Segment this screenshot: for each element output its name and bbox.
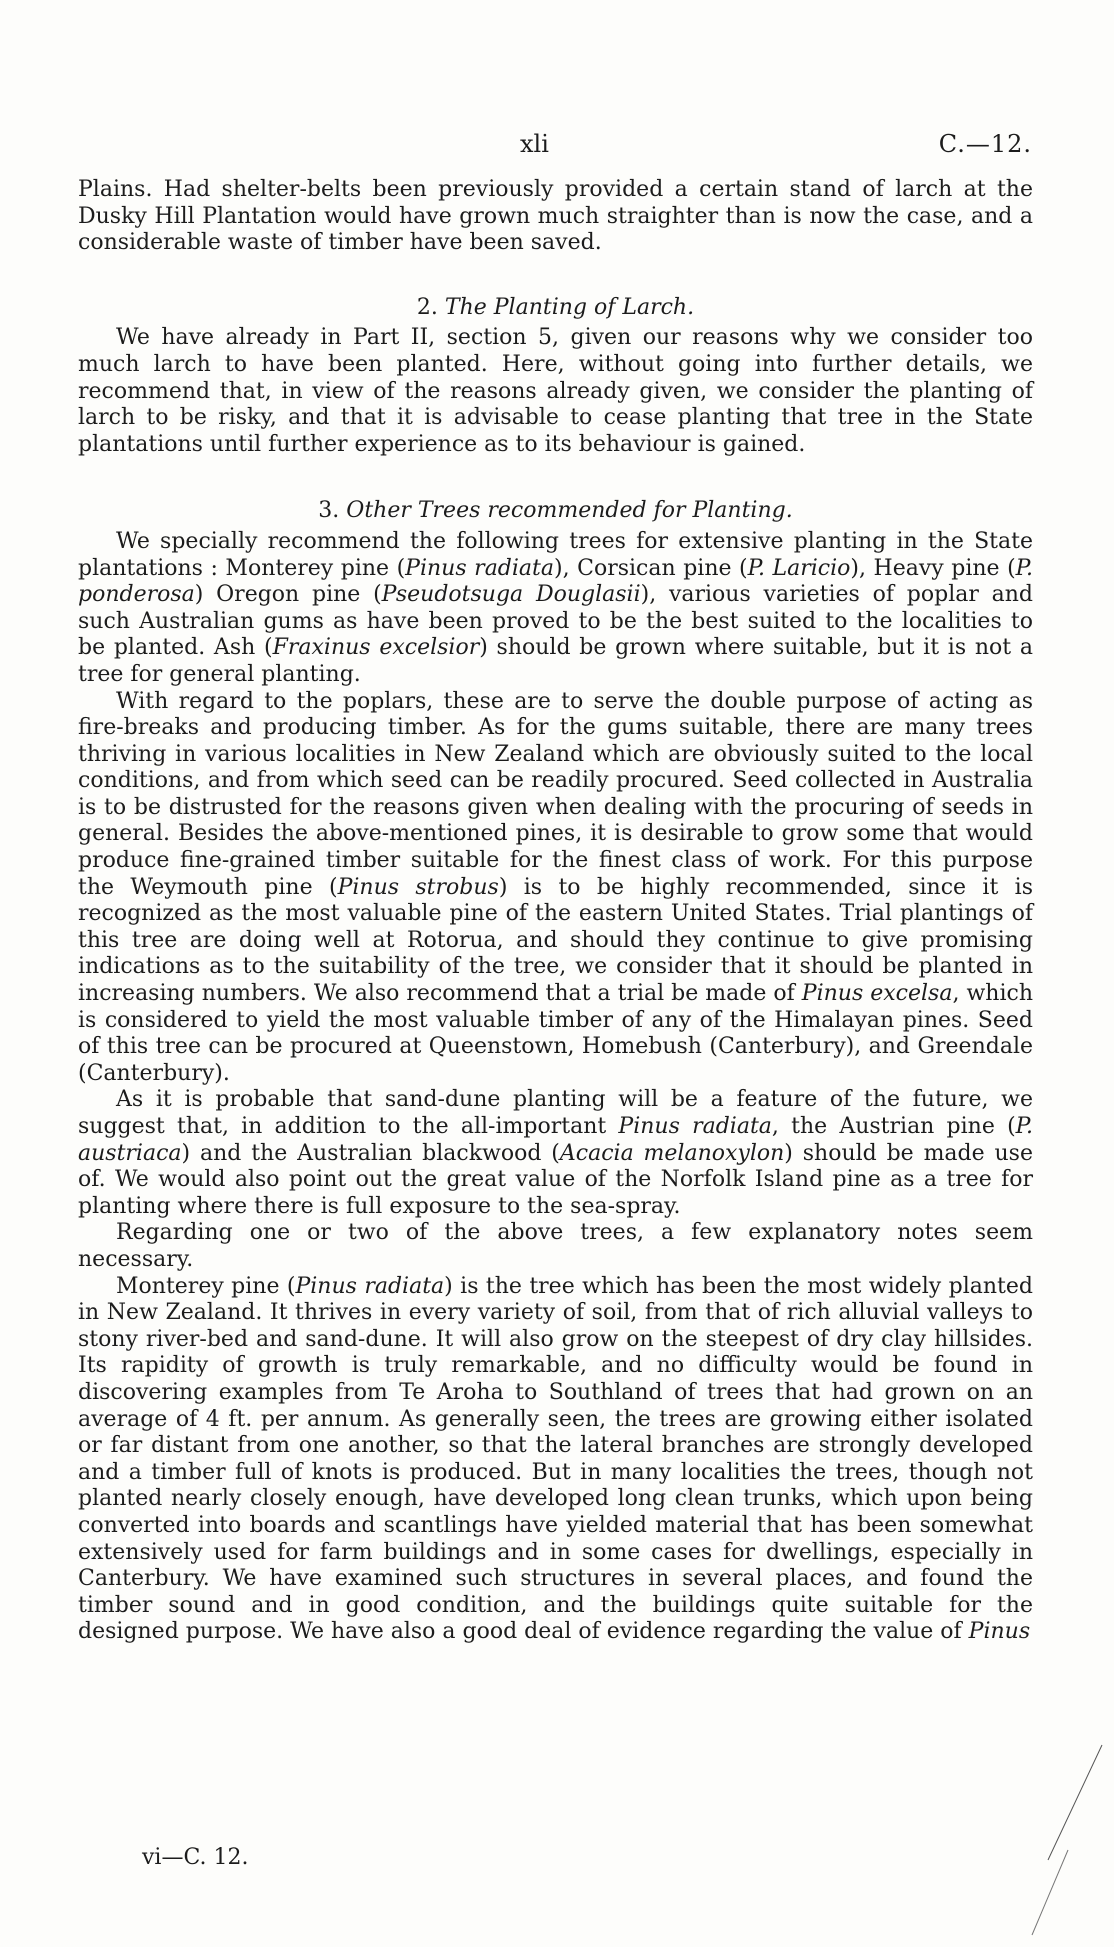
text-run: , which is considered to yield the most valuable timber of any of the Himalayan pines. Seed of this tree can be procured at Queenstown, Homebush (Canterbury), and Greendale (Canterbury). [78,981,1033,1086]
text-run: , the Austrian pine ( [771,1114,1016,1139]
species-name: Pinus strobus [337,874,499,900]
section-3-paragraph-5 [78,1274,1033,1646]
text-run: Monterey pine ( [116,1273,296,1299]
section-3-paragraph-1 [78,529,1033,689]
page-header [0,130,1114,170]
section-3-paragraph-3 [78,1087,1033,1220]
section-2-title: The Planting of Larch. [444,294,695,320]
species-name: Pseudotsuga Douglasii [381,582,641,608]
section-3-paragraph-4: Regarding one or two of the above trees, a few explanatory notes seem necessary. [78,1220,1033,1272]
species-name: Pinus radiata [618,1114,772,1139]
section-3-paragraph-2 [78,689,1033,1088]
species-name: P. Laricio [747,555,851,581]
page-number: xli [520,130,549,158]
section-2-heading [78,295,1033,322]
page-signature: vi—C. 12. [142,1845,249,1870]
species-name: P. ponderosa [78,555,1034,608]
section-2-paragraph: We have already in Part II, section 5, given our reasons why we consider too much larch to have been planted. Here, without going into further details, we recommend that, in view of the reasons already given, we consider the planting of larch to be risky, and that it is advisable to cease planting that tree in the State plantations until further experience as to its behaviour is gained. [78,325,1033,457]
text-run: ) and the Australian blackwood ( [181,1140,560,1166]
section-2-number: 2. [416,294,438,320]
text-run: ) should be grown where suitable, but it is not a tree for general planting. [78,635,1033,687]
species-name: Acacia melanoxylon [559,1140,785,1166]
document-reference: C.—12. [938,130,1032,158]
intro-paragraph: Plains. Had shelter-belts been previously provided a certain stand of larch at the Dusky Hill Plantation would have grown much straighter than is now the case, and a considerable waste of timber have been saved. [78,177,1033,256]
section-3-title: Other Trees recommended for Planting. [346,498,793,524]
text-run: We specially recommend the following trees for extensive planting in the State plantations : Monterey pine ( [78,528,1033,581]
species-name: Pinus [968,1619,1031,1645]
species-name: Pinus excelsa [801,981,953,1007]
text-run: ) is to be highly recommended, since it is recognized as the most valuable pine of the eastern United States. Trial plantings of this tree are doing well at Rotorua, and should they continue to give promising indications as to the suitability of the tree, we consider that it should be planted in increasing numbers. We also recommend that a trial be made of [78,874,1033,1007]
pencil-stroke-mark [1010,1740,1110,1940]
species-name: Fraxinus excelsior [272,635,480,661]
text-run: ) should be made use of. We would also point out the great value of the Norfolk Island pine as a tree for planting where there is full exposure to the sea-spray. [78,1140,1033,1219]
text-run: With regard to the poplars, these are to serve the double purpose of acting as fire-breaks and producing timber. As for the gums suitable, there are many trees thriving in various localities in New Zealand which are obviously suited to the local conditions, and from which seed can be readily procured. Seed collected in Australia is to be distrusted for the reasons given when dealing with the procuring of seeds in general. Besides the above-mentioned pines, it is desirable to grow some that would produce fine-grained timber suitable for the finest class of work. For this purpose the Weymouth pine ( [78,688,1033,900]
text-run: ) is the tree which has been the most widely planted in New Zealand. It thrives in every variety of soil, from that of rich alluvial valleys to stony river-bed and sand-dune. It will also grow on the steepest of dry clay hillsides. Its rapidity of growth is truly remarkable, and no difficulty would be found in discovering examples from Te Aroha to Southland of trees that had grown on an average of 4 ft. per annum. As generally seen, the trees are growing either isolated or far distant from one another, so that the lateral branches are strongly developed and a timber full of knots is produced. But in many localities the trees, though not planted nearly closely enough, have developed long clean trunks, which upon being converted into boards and scantlings have yielded material that has been somewhat extensively used for farm buildings and in some cases for dwellings, especially in Canterbury. We have examined such structures in several places, and found the timber sound and in good condition, and the buildings quite suitable for the designed purpose. We have also a good deal of evidence regarding the value of [78,1273,1033,1645]
species-name: Pinus radiata [405,555,555,581]
species-name: Pinus radiata [295,1273,445,1299]
section-3-heading [78,498,1033,525]
species-name: P. austriaca [78,1114,1033,1166]
text-run: ), Corsican pine ( [554,555,748,581]
text-run: ), Heavy pine ( [850,555,1016,581]
text-run: ) Oregon pine ( [194,582,382,608]
text-run: ), various varieties of poplar and such Australian gums as have been proved to be the best suited to the localities to be planted. Ash ( [78,582,1033,661]
document-body [78,177,1033,1646]
section-3-number: 3. [318,498,340,524]
text-run: As it is probable that sand-dune planting will be a feature of the future, we suggest that, in addition to the all-important [78,1087,1033,1139]
